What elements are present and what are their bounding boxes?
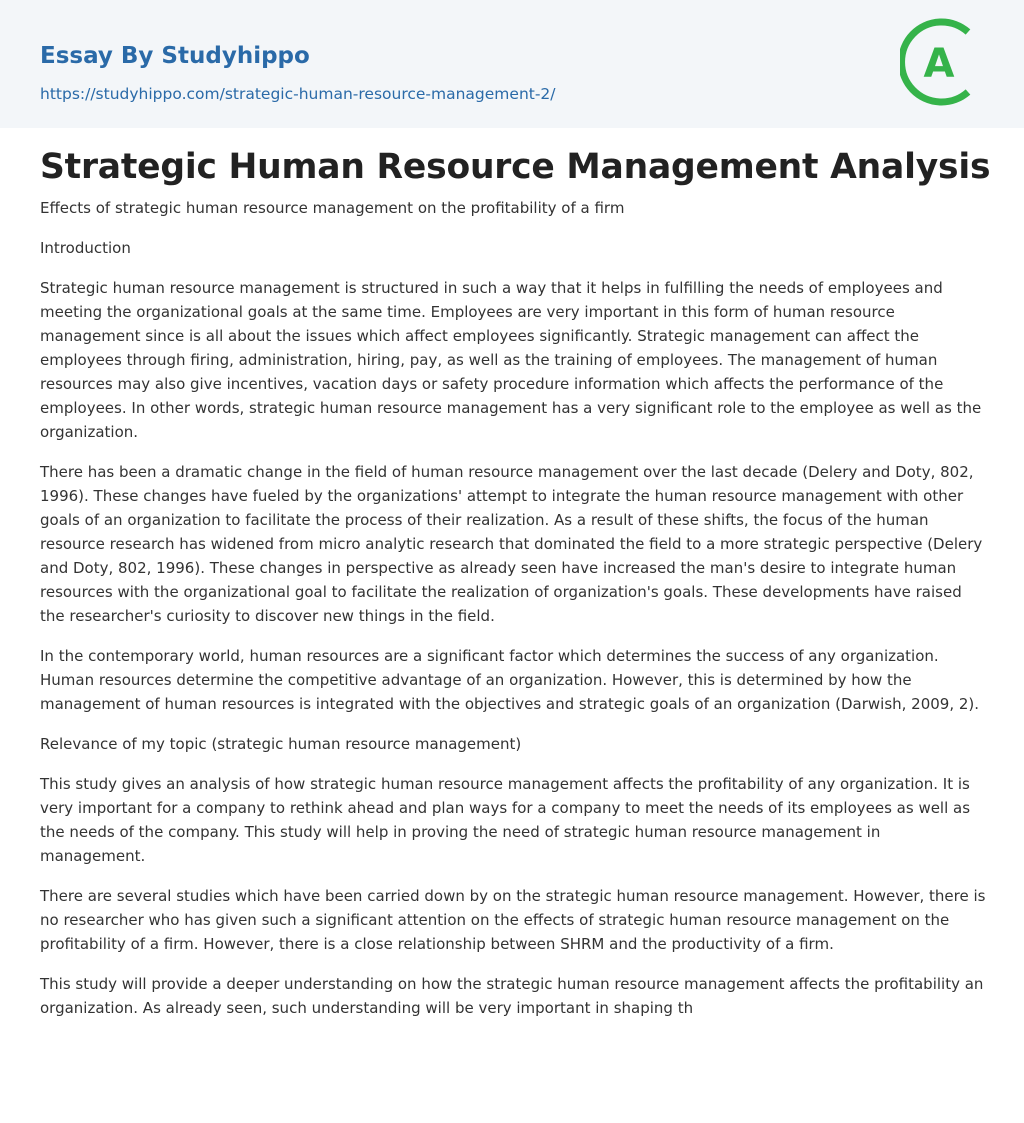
paragraph: This study will provide a deeper understanding on how the strategic human resource management affects the profitability an organization. As already seen, such understanding will be very important in shaping th bbox=[40, 975, 984, 1017]
paragraph: In the contemporary world, human resources are a significant factor which determines the success of any organization. Human resources determine the competitive advantage of an organization. However, this is determined by how the management of human resources is integrated with the objectives and strategic goals of an organization (Darwish, 2009, 2). bbox=[40, 647, 980, 713]
paragraph: There are several studies which have been carried down by on the strategic human resource management. However, there is no researcher who has given such a significant attention on the effects of strategic human resource management on the profitability of a firm. However, there is a close relationship between SHRM and the productivity of a firm. bbox=[40, 887, 986, 953]
section-heading-relevance: Relevance of my topic (strategic human resource management) bbox=[40, 735, 522, 753]
brand-title[interactable]: Essay By Studyhippo bbox=[40, 43, 310, 69]
section-heading-introduction: Introduction bbox=[40, 239, 131, 257]
page-title: Strategic Human Resource Management Analysis bbox=[40, 147, 991, 187]
studyhippo-logo-icon[interactable] bbox=[900, 16, 990, 108]
essay-url-link[interactable]: https://studyhippo.com/strategic-human-resource-management-2/ bbox=[40, 85, 556, 103]
essay-subtitle: Effects of strategic human resource management on the profitability of a firm bbox=[40, 199, 625, 217]
paragraph: There has been a dramatic change in the field of human resource management over the last decade (Delery and Doty, 802, 1996). These changes have fueled by the organizations' attempt to integrate the human resource management with other goals of an organization to facilitate the process of their realization. As a result of these shifts, the focus of the human resource research has widened from micro analytic research that dominated the field to a more strategic perspective (Delery and Doty, 802, 1996). These changes in perspective as already seen have increased the man's desire to integrate human resources with the organizational goal to facilitate the realization of organization's goals. These developments have raised the researcher's curiosity to discover new things in the field. bbox=[40, 463, 983, 625]
logo-letter: A bbox=[923, 41, 955, 87]
paragraph: Strategic human resource management is structured in such a way that it helps in fulfilling the needs of employees and meeting the organizational goals at the same time. Employees are very important in this form of human resource management since is all about the issues which affect employees significantly. Strategic management can affect the employees through firing, administration, hiring, pay, as well as the training of employees. The management of human resources may also give incentives, vacation days or safety procedure information which affects the performance of the employees. In other words, strategic human resource management has a very significant role to the employee as well as the organization. bbox=[40, 279, 982, 441]
essay-content bbox=[40, 144, 991, 1020]
paragraph: This study gives an analysis of how strategic human resource management affects the profitability of any organization. It is very important for a company to rethink ahead and plan ways for a company to meet the needs of its employees as well as the needs of the company. This study will help in proving the need of strategic human resource management in management. bbox=[40, 775, 971, 865]
site-header bbox=[0, 0, 1024, 128]
